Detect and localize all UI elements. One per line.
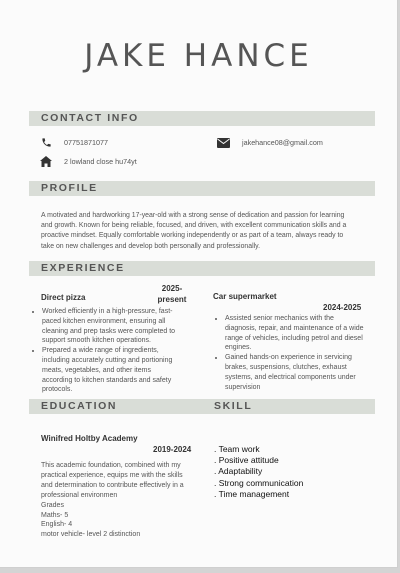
home-icon <box>40 156 52 167</box>
job-title-direct-pizza: Direct pizza <box>41 293 86 302</box>
education-line: Maths- 5 <box>41 511 69 519</box>
duty-line: diagnosis, repair, and maintenance of a wide <box>225 324 364 332</box>
education-details <box>41 461 211 540</box>
profile-summary <box>41 211 381 252</box>
duty-line: paced kitchen environment, ensuring all <box>42 317 166 325</box>
school-name: Winifred Holtby Academy <box>41 434 138 443</box>
experience-heading: EXPERIENCE <box>41 262 125 274</box>
education-line: English- 4 <box>41 521 73 529</box>
email-address: jakehance08@gmail.com <box>242 138 323 147</box>
skill-item: . Positive attitude <box>214 455 279 466</box>
duty-line: • Worked efficiently in a high-pressure, fast- <box>42 308 173 315</box>
profile-line: A motivated and hardworking 17-year-old with a strong sense of dedication and passion for learning <box>41 212 345 219</box>
education-line: practical experience, equips me with the skills <box>41 471 183 479</box>
experience-section-header <box>29 261 375 276</box>
job-title-car-supermarket: Car supermarket <box>213 292 277 301</box>
home-address: 2 lowland close hu74yt <box>64 157 137 166</box>
duty-line: engines. <box>225 344 252 352</box>
duty-line: supervision <box>225 383 261 391</box>
skill-item: . Time management <box>214 488 290 499</box>
duty-line: range of vehicles, including petrol and diesel <box>225 334 363 342</box>
phone-number: 07751871077 <box>64 138 108 147</box>
school-date: 2019-2024 <box>153 445 192 454</box>
profile-line: and growth. Known for being reliable, focused, and driven, with excellent communication skills and a <box>41 222 347 230</box>
education-line: This academic foundation, combined with my <box>41 462 181 469</box>
direct-pizza-duties <box>30 307 212 395</box>
skill-item: . Adaptability <box>214 466 263 477</box>
duty-line: systems, and electrical components under <box>225 373 356 381</box>
contact-heading: CONTACT INFO <box>41 112 139 124</box>
profile-section-header <box>29 181 375 196</box>
duty-item <box>225 353 400 392</box>
duty-item <box>42 307 212 346</box>
skill-item: . Team work <box>214 444 260 454</box>
skill-item: . Strong communication <box>214 477 304 488</box>
job-date-line: 2025- <box>161 284 183 293</box>
email-icon <box>217 138 230 148</box>
education-line: motor vehicle- level 2 distinction <box>41 531 141 539</box>
profile-line: take on new challenges and develop both personally and professionally. <box>41 242 260 250</box>
skill-heading: SKILL <box>214 400 253 412</box>
duty-line: according to kitchen standards and safety <box>42 376 172 384</box>
duty-line: • Prepared a wide range of ingredients, <box>42 347 159 355</box>
education-skill-section-header <box>29 399 375 414</box>
phone-icon <box>41 137 52 148</box>
education-heading: EDUCATION <box>41 400 118 412</box>
duty-item <box>42 346 212 395</box>
duty-item <box>225 314 400 353</box>
education-line: professional environmen <box>41 491 118 499</box>
profile-line: proactive mindset. Equally comfortable working independently or as part of a team, always ready to <box>41 232 344 240</box>
duty-line: support smooth kitchen operations. <box>42 337 151 345</box>
contact-section-header <box>29 111 375 126</box>
candidate-name: JAKE HANCE <box>84 38 313 74</box>
job-date-direct-pizza <box>152 283 192 305</box>
job-date-car-supermarket: 2024-2025 <box>323 303 362 312</box>
duty-line: brakes, suspensions, clutches, exhaust <box>225 363 347 371</box>
duty-line: protocols. <box>42 386 73 394</box>
skill-list <box>214 444 303 500</box>
duty-line: including accurately cutting and portioning <box>42 356 173 364</box>
duty-line: meats, vegetables, and other items <box>42 366 151 374</box>
profile-heading: PROFILE <box>41 182 98 194</box>
car-supermarket-duties <box>213 314 400 392</box>
job-date-line: present <box>157 295 187 304</box>
education-line: Grades <box>41 501 64 509</box>
duty-line: cleaning and prep tasks were completed to <box>42 327 176 335</box>
duty-line: • Assisted senior mechanics with the <box>225 315 334 322</box>
education-line: and determination to contribute effectively in a <box>41 481 184 489</box>
duty-line: • Gained hands-on experience in servicing <box>225 354 352 362</box>
